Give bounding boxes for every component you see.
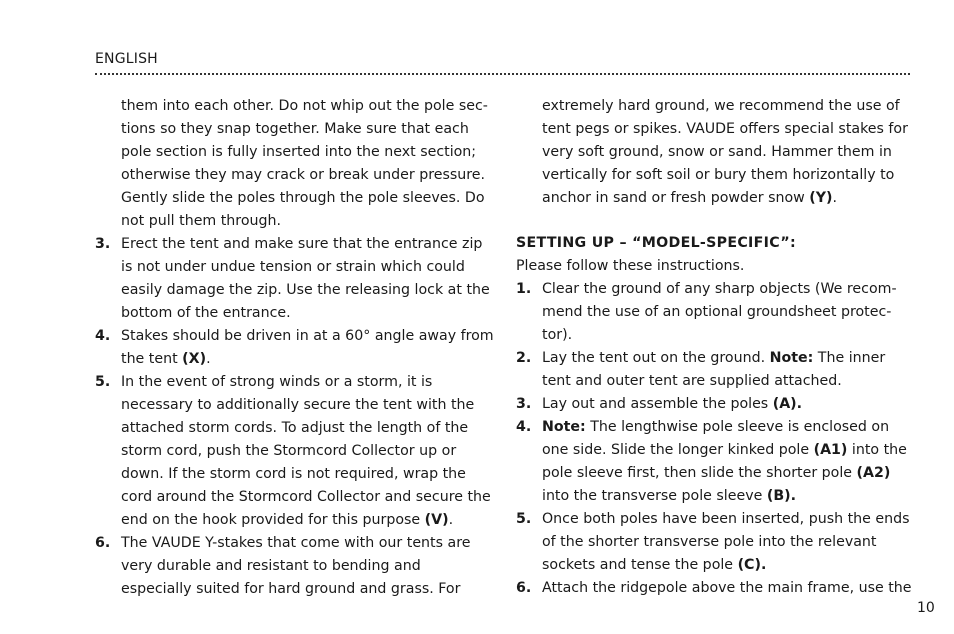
list-item-5 [95, 371, 495, 532]
note-label: Note: [542, 419, 586, 435]
figure-ref: (X) [182, 351, 207, 367]
list-number: 6. [516, 580, 532, 596]
section-intro: Please follow these instructions. [516, 258, 745, 274]
list-item-2 [516, 347, 916, 393]
list-text: In the event of strong winds or a storm, it is necessary to additionally secure the tent with the attached storm cords. To adjust the length of the storm cord, push the Stormcord Collector up or down. If the storm cord is not required, wrap the cord around the Stormcord Collector and secure the end on the hook provided for this purpose [121, 374, 491, 528]
list-text: Attach the ridgepole above the main frame, use the [542, 580, 912, 596]
list-number: 5. [95, 374, 111, 390]
list-item-5 [516, 508, 916, 577]
list-number: 1. [516, 281, 532, 297]
list-text: Erect the tent and make sure that the entrance zip is not under undue tension or strain which could easily damage the zip. Use the releasing lock at the bottom of the entrance. [121, 236, 490, 321]
list-number: 3. [95, 236, 111, 252]
language-label: ENGLISH [95, 51, 158, 67]
list-number: 4. [516, 419, 532, 435]
list-text-tail: . [206, 351, 211, 367]
figure-ref: (A1) [813, 442, 848, 458]
left-column [95, 95, 495, 601]
list-item-1 [516, 278, 916, 347]
list-number: 2. [516, 350, 532, 366]
list-text-tail: . [448, 512, 454, 528]
figure-ref: (V) [424, 512, 449, 528]
list-text: Clear the ground of any sharp objects (We recom-mend the use of an optional groundsheet protec-tor). [542, 281, 897, 343]
figure-ref: (B). [766, 488, 797, 504]
dotted-divider [95, 73, 910, 75]
list-item-4 [95, 325, 495, 371]
list-text: Lay out and assemble the poles [542, 396, 773, 412]
section-heading: SETTING UP – “MODEL-SPECIFIC”: [516, 235, 797, 251]
list-number: 5. [516, 511, 532, 527]
page-number: 10 [917, 600, 935, 616]
list-item-4: 4. Note: The lengthwise pole sleeve is enclosed on one side. Slide the longer kinked pole (A1) into the pole sleeve first, then slide the shorter pole (A2) into the transverse pole sleeve (B). [516, 416, 916, 508]
list-number: 3. [516, 396, 532, 412]
list-text: Once both poles have been inserted, push the ends of the shorter transverse pole into the relevant sockets and tense the pole [542, 511, 910, 573]
figure-ref: (A2) [856, 465, 891, 481]
right-column [516, 95, 916, 600]
continuation-paragraph: them into each other. Do not whip out the pole sec-tions so they snap together. Make sure that each pole section is fully inserted into the next section; otherwise they may crack or break under pressure. Gently slide the poles through the pole sleeves. Do not pull them through. [121, 98, 488, 229]
list-number: 6. [95, 535, 111, 551]
list-text: The VAUDE Y-stakes that come with our tents are very durable and resistant to bending and especially suited for hard ground and grass. For [121, 535, 471, 597]
list-text: Lay the tent out on the ground. [542, 350, 770, 366]
list-text: Stakes should be driven in at a 60° angle away from the tent [121, 328, 494, 367]
figure-ref: (Y) [809, 190, 833, 206]
note-label: Note: [769, 350, 814, 366]
figure-ref: (A). [772, 396, 803, 412]
list-item-3 [516, 393, 916, 416]
list-number: 4. [95, 328, 111, 344]
figure-ref: (C). [737, 557, 767, 573]
list-text-tail: The inner tent and outer tent are supplied attached. [542, 350, 886, 389]
list-item-3 [95, 233, 495, 325]
list-item-6 [516, 577, 916, 600]
continuation-paragraph: extremely hard ground, we recommend the use of tent pegs or spikes. VAUDE offers special stakes for very soft ground, snow or sand. Hammer them in vertically for soft soil or bury them horizontally to anchor in sand or fresh powder snow (Y). [542, 98, 908, 206]
list-item-6 [95, 532, 495, 601]
